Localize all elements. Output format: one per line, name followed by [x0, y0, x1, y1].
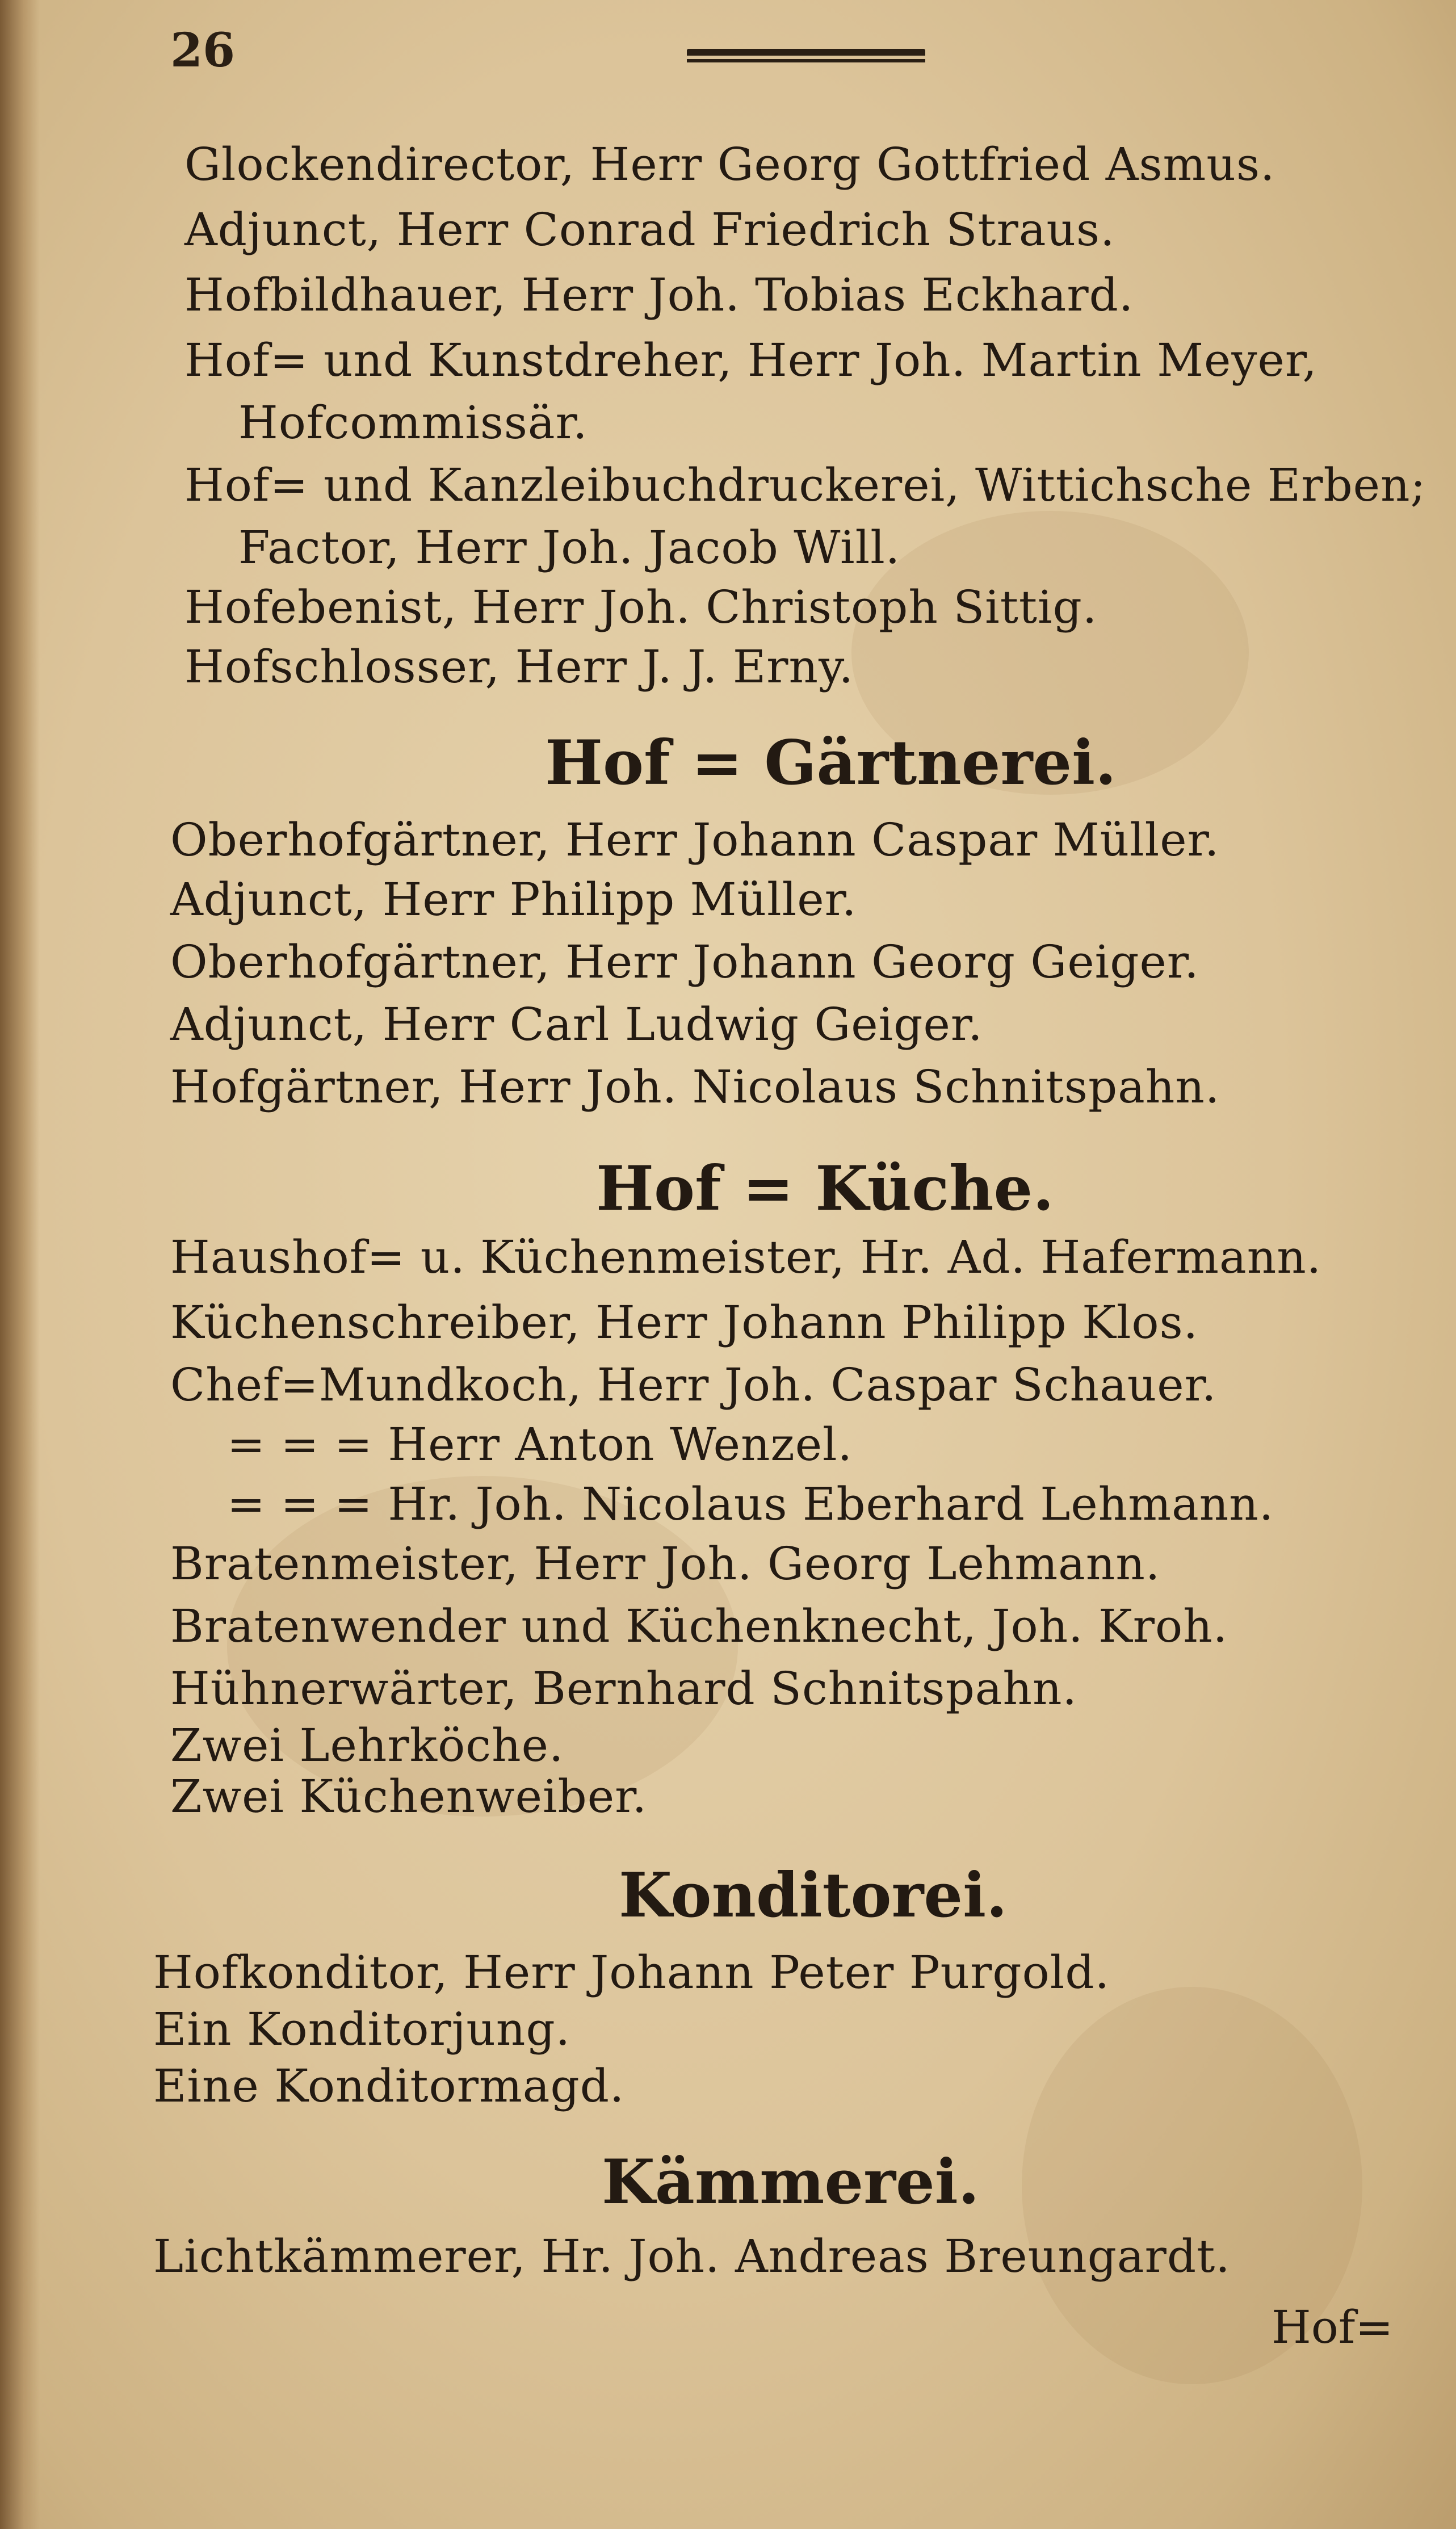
entry-line: Haushof= u. Küchenmeister, Hr. Ad. Hafermann.: [170, 1231, 1322, 1284]
page-number: 26: [170, 23, 236, 78]
header-ornament-rule: [687, 49, 925, 65]
entry-line: Hofkonditor, Herr Johann Peter Purgold.: [153, 1946, 1110, 1999]
entry-line: Zwei Lehrköche.: [170, 1719, 564, 1772]
entry-line: Oberhofgärtner, Herr Johann Georg Geiger.: [170, 936, 1199, 988]
entry-line: Lichtkämmerer, Hr. Joh. Andreas Breungardt.: [153, 2230, 1231, 2283]
section-heading: Hof = Gärtnerei.: [545, 727, 1117, 799]
entry-line: Küchenschreiber, Herr Johann Philipp Klos.: [170, 1296, 1199, 1349]
book-gutter-shadow: [0, 0, 40, 2529]
entry-line: = = = Hr. Joh. Nicolaus Eberhard Lehmann.: [227, 1478, 1274, 1530]
section-heading: Kämmerei.: [602, 2146, 980, 2218]
entry-line: Hofbildhauer, Herr Joh. Tobias Eckhard.: [184, 269, 1134, 321]
entry-line: Factor, Herr Joh. Jacob Will.: [238, 521, 901, 574]
entry-line: Hühnerwärter, Bernhard Schnitspahn.: [170, 1662, 1077, 1715]
entry-line: Eine Konditormagd.: [153, 2060, 625, 2112]
entry-line: Bratenwender und Küchenknecht, Joh. Kroh.: [170, 1600, 1228, 1653]
entry-line: Adjunct, Herr Philipp Müller.: [170, 873, 857, 926]
entry-line: Hofcommissär.: [238, 396, 588, 449]
entry-line: Hof= und Kanzleibuchdruckerei, Wittichsche Erben;: [184, 459, 1426, 511]
entry-line: Bratenmeister, Herr Joh. Georg Lehmann.: [170, 1537, 1161, 1590]
entry-line: Ein Konditorjung.: [153, 2003, 571, 2056]
entry-line: = = = Herr Anton Wenzel.: [227, 1418, 853, 1471]
entry-line: Adjunct, Herr Carl Ludwig Geiger.: [170, 998, 983, 1051]
entry-line: Zwei Küchenweiber.: [170, 1770, 647, 1823]
entry-line: Adjunct, Herr Conrad Friedrich Straus.: [184, 203, 1115, 256]
entry-line: Hof= und Kunstdreher, Herr Joh. Martin Meyer,: [184, 334, 1317, 387]
entry-line: Oberhofgärtner, Herr Johann Caspar Müller.: [170, 813, 1220, 866]
section-heading: Hof = Küche.: [596, 1153, 1054, 1224]
entry-line: Chef=Mundkoch, Herr Joh. Caspar Schauer.: [170, 1358, 1217, 1411]
entry-line: Glockendirector, Herr Georg Gottfried Asmus.: [184, 138, 1275, 191]
entry-line: Hofgärtner, Herr Joh. Nicolaus Schnitspahn.: [170, 1060, 1220, 1113]
catchword: Hof=: [1272, 2301, 1394, 2354]
entry-line: Hofebenist, Herr Joh. Christoph Sittig.: [184, 581, 1098, 634]
entry-line: Hofschlosser, Herr J. J. Erny.: [184, 640, 854, 693]
section-heading: Konditorei.: [619, 1860, 1008, 1931]
